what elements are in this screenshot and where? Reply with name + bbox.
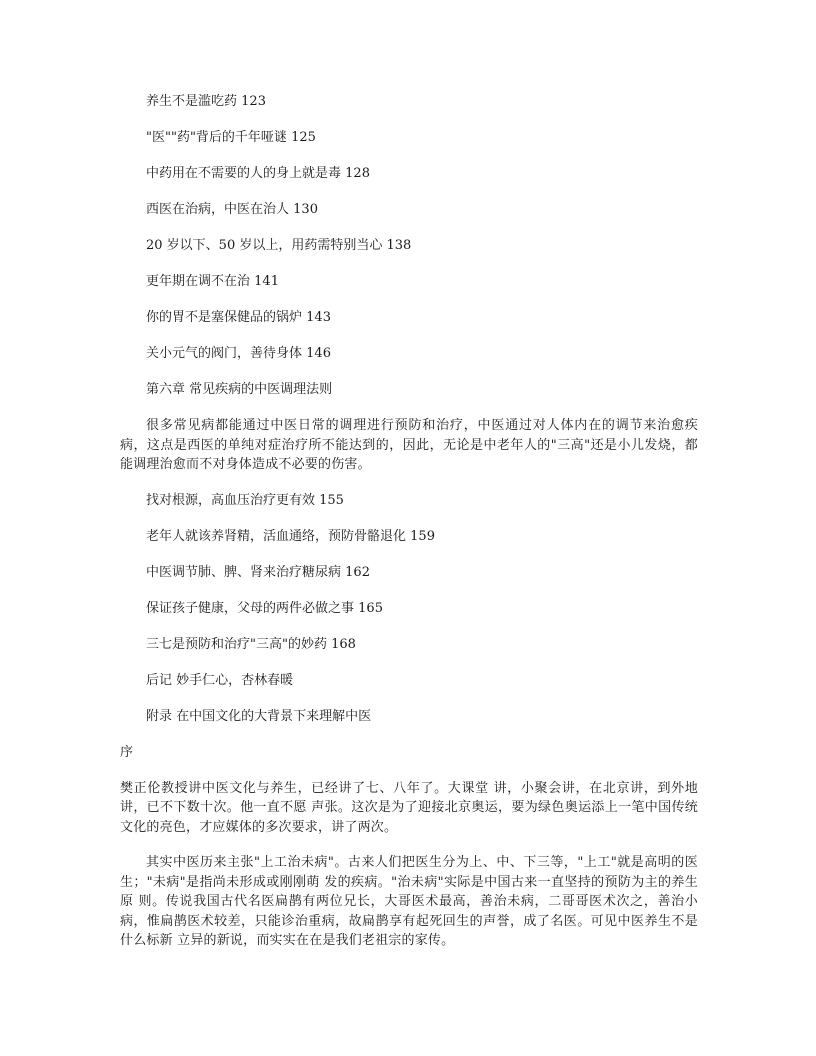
toc-item-page-number: 130 — [293, 202, 318, 217]
preface-paragraph: 樊正伦教授讲中医文化与养生，已经讲了七、八年了。大课堂 讲，小聚会讲，在北京讲，到外地讲，已不下数十次。他一直不愿 声张。这次是为了迎接北京奥运，要为绿色奥运添上一笔中国传统 文化的亮色，才应媒体的多次要求，讲了两次。 — [120, 780, 698, 835]
toc-item — [120, 236, 698, 256]
toc-item — [120, 599, 698, 619]
toc-section-part1 — [120, 92, 698, 364]
toc-item-page-number: 165 — [358, 600, 383, 616]
toc-item — [120, 128, 698, 148]
toc-item-title: "医""药"背后的千年哑谜 — [146, 130, 287, 145]
toc-item-title: 保证孩子健康，父母的两件必做之事 — [146, 600, 355, 616]
toc-item — [120, 344, 698, 364]
toc-section-part2 — [120, 491, 698, 655]
afterword-entry: 后记 妙手仁心，杏林春暖 — [146, 672, 294, 688]
toc-item-page-number: 128 — [345, 166, 370, 181]
toc-item — [120, 92, 698, 112]
document-page — [120, 92, 698, 967]
toc-item-page-number: 125 — [291, 130, 316, 145]
toc-item-title: 找对根源，高血压治疗更有效 — [146, 492, 320, 508]
toc-item — [120, 200, 698, 220]
toc-item-title: 20 岁以下、50 岁以上，用药需特别当心 — [146, 238, 383, 253]
toc-item — [120, 308, 698, 328]
toc-item-title: 老年人就该养肾精，活血通络，预防骨骼退化 — [146, 528, 407, 544]
toc-item — [120, 527, 698, 547]
toc-item — [120, 491, 698, 511]
toc-item-page-number: 143 — [306, 310, 331, 325]
chapter-intro-paragraph: 很多常见病都能通过中医日常的调理进行预防和治疗，中医通过对人体内在的调节来治愈疾病，这点是西医的单纯对症治疗所不能达到的，因此，无论是中老年人的"三高"还是小儿发烧，都能调理治愈而不对身体造成不必要的伤害。 — [120, 418, 698, 472]
appendix-entry: 附录 在中国文化的大背景下来理解中医 — [146, 708, 372, 724]
toc-item-title: 西医在治病，中医在治人 — [146, 202, 290, 217]
toc-item-page-number: 168 — [331, 636, 356, 652]
chapter-heading: 第六章 常见疾病的中医调理法则 — [146, 382, 333, 397]
toc-item-title: 养生不是滥吃药 — [146, 94, 238, 109]
toc-item-page-number: 146 — [306, 346, 331, 361]
toc-item-title: 中医调节肺、脾、肾来治疗糖尿病 — [146, 564, 342, 580]
toc-item-title: 关小元气的阀门，善待身体 — [146, 346, 303, 361]
toc-item-title: 更年期在调不在治 — [146, 274, 251, 289]
toc-item-page-number: 138 — [386, 238, 412, 253]
toc-item — [120, 272, 698, 292]
toc-item — [120, 635, 698, 655]
preface-paragraph: 其实中医历来主张"上工治未病"。古来人们把医生分为上、中、下三等，"上工"就是高明的医生；"未病"是指尚未形成或刚刚萌 发的疾病。"治未病"实际是中国古来一直坚持的预防为主的养生原 则。传说我国古代名医扁鹊有两位兄长，大哥医术最高，善治未病，二哥哥医术次之，善治小病，惟扁鹊医术较差，只能诊治重病，故扁鹊享有起死回生的声誉，成了名医。可见中医养生不是什么标新 立异的新说，而实实在在是我们老祖宗的家传。 — [120, 855, 698, 948]
toc-item-page-number: 155 — [319, 492, 344, 508]
preface-title: 序 — [120, 744, 134, 760]
toc-item-title: 三七是预防和治疗"三高"的妙药 — [146, 636, 327, 652]
toc-item-title: 中药用在不需要的人的身上就是毒 — [146, 166, 342, 181]
toc-item-page-number: 123 — [241, 94, 266, 109]
toc-item-page-number: 159 — [410, 528, 435, 544]
toc-item — [120, 563, 698, 583]
toc-item — [120, 164, 698, 184]
toc-item-title: 你的胃不是塞保健品的锅炉 — [146, 310, 303, 325]
toc-item-page-number: 141 — [254, 274, 279, 289]
toc-item-page-number: 162 — [345, 564, 370, 580]
